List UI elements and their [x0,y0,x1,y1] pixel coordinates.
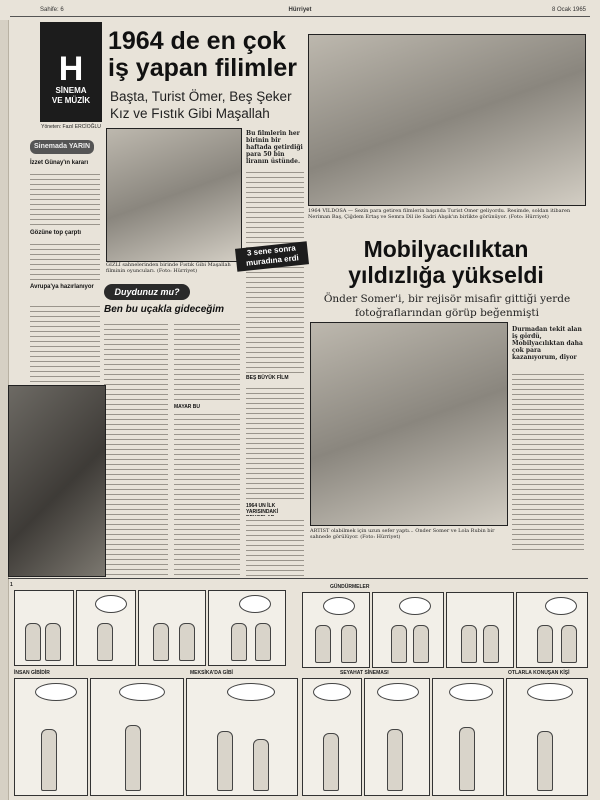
strip-2-title: İNSAN GİBİDİR [14,670,50,676]
main-story-body [246,168,304,373]
main-subhead: Başta, Turist Ömer, Beş Şeker Kız ve Fıstık Gibi Maşallah [110,89,292,121]
strip-4-title: SEYAHAT SİNEMASI [340,670,389,676]
main-story-intro: Bu filmlerin her birinin bir haftada getirdiği para 50 bin liranın üstünde. [246,130,303,165]
comic-panel [516,592,588,668]
comic-panel [90,678,184,796]
section-byline: Yöneten: Fazıl ERCİOĞLU [41,124,101,130]
photo-caption-top: 1964 VİLDOSA — Sezin para getiren filmlerin başında Turist Ömer geliyordu. Resimde, soldan itibaren Neriman Baş, Çiğdem Ertaş ve Semra Dil ile Sadri Alışık'ın birlikte görünüyor. (Foto: Hürriyet) [308,208,571,220]
duydunuz-box-title: MAYAR BU [174,404,240,410]
strip-1-title: GÜNDÜRMELER [330,584,370,590]
comic-panel [364,678,430,796]
section-logo [40,22,102,122]
photo-stewardess [8,385,106,577]
comic-panel [14,590,74,666]
comic-panel [138,590,206,666]
page-number: Sahife: 6 [40,7,64,13]
second-story-subhead: Önder Somer'i, bir rejisör misafir gittiği yerde fotoğraflarından görüp beğenmişti [323,293,571,319]
logo-line-1: SİNEMA [55,86,87,95]
comic-panel [506,678,588,796]
five-films-title: BEŞ BÜYÜK FİLM [246,375,289,381]
second-story-headline: Mobilyacılıktan yıldızlığa yükseldi [348,236,544,288]
comic-panel [446,592,514,668]
strip-3-title: MEKSİKA'DA GİBİ [190,670,233,676]
logo-line-2: VE MÜZİK [51,96,91,105]
photo-three-actresses [106,128,242,262]
duydunuz-body-col2 [174,320,240,575]
comic-panel [302,592,370,668]
strip-1-marker: 1 [10,582,13,588]
page-header-bar [10,6,590,17]
sinema-yarin-label: Sinemada YARIN [30,140,94,154]
logo-letter: H [58,50,84,88]
left-item-2-title: Gözüne top çarptı [30,230,81,236]
comic-panel [432,678,504,796]
comic-panel [14,678,88,796]
left-item-3-text [30,302,100,382]
comic-panel [76,590,136,666]
records-text [246,516,304,578]
strip-5-title: OTLARLA KONUŞAN KİŞİ [508,670,570,676]
comic-panel [372,592,444,668]
comic-panel [302,678,362,796]
records-title: 1964 UN İLK YARISINDAKİ [246,503,279,515]
second-story-body [512,370,584,552]
second-story-caption: ARTİST olabilmek için uzun sefer yaptı... Önder Somer ve Lola Rubin bir sahnede görülüyor. (Foto: Hürriyet) [310,528,495,540]
second-story-lead: Durmadan tekit alan iş gördü, Mobilyacılıktan daha çok para kazanıyorum, diyor [512,326,583,361]
newspaper-name: Hürriyet [288,7,312,13]
comic-panel [208,590,286,666]
duydunuz-body-col1 [104,320,168,575]
duydunuz-quote: Ben bu uçakla gideceğim [104,304,225,315]
comics-divider [8,578,588,579]
left-item-1-title: İzzet Günay'ın kararı [30,160,89,166]
photo-caption-left: GİZLİ sahnelerinden birinde Fıstık Gibi Maşallah filminin oyuncuları. (Foto: Hürriyet) [106,262,231,274]
left-item-3-title: Avrupa'ya hazırlanıyor [30,284,94,290]
comic-panel [186,678,298,796]
photo-somer-couple [310,322,508,526]
main-headline: 1964 de en çok iş yapan filimler [108,27,297,82]
five-films-list [246,384,304,499]
page-date: 8 Ocak 1965 [551,7,586,13]
duydunuz-label: Duydunuz mu? [104,284,190,300]
left-item-2-text [30,240,100,280]
second-story-badge: 3 sene sonra muradına erdi [235,241,309,271]
photo-beach-group [308,34,586,206]
left-item-1-text [30,170,100,225]
